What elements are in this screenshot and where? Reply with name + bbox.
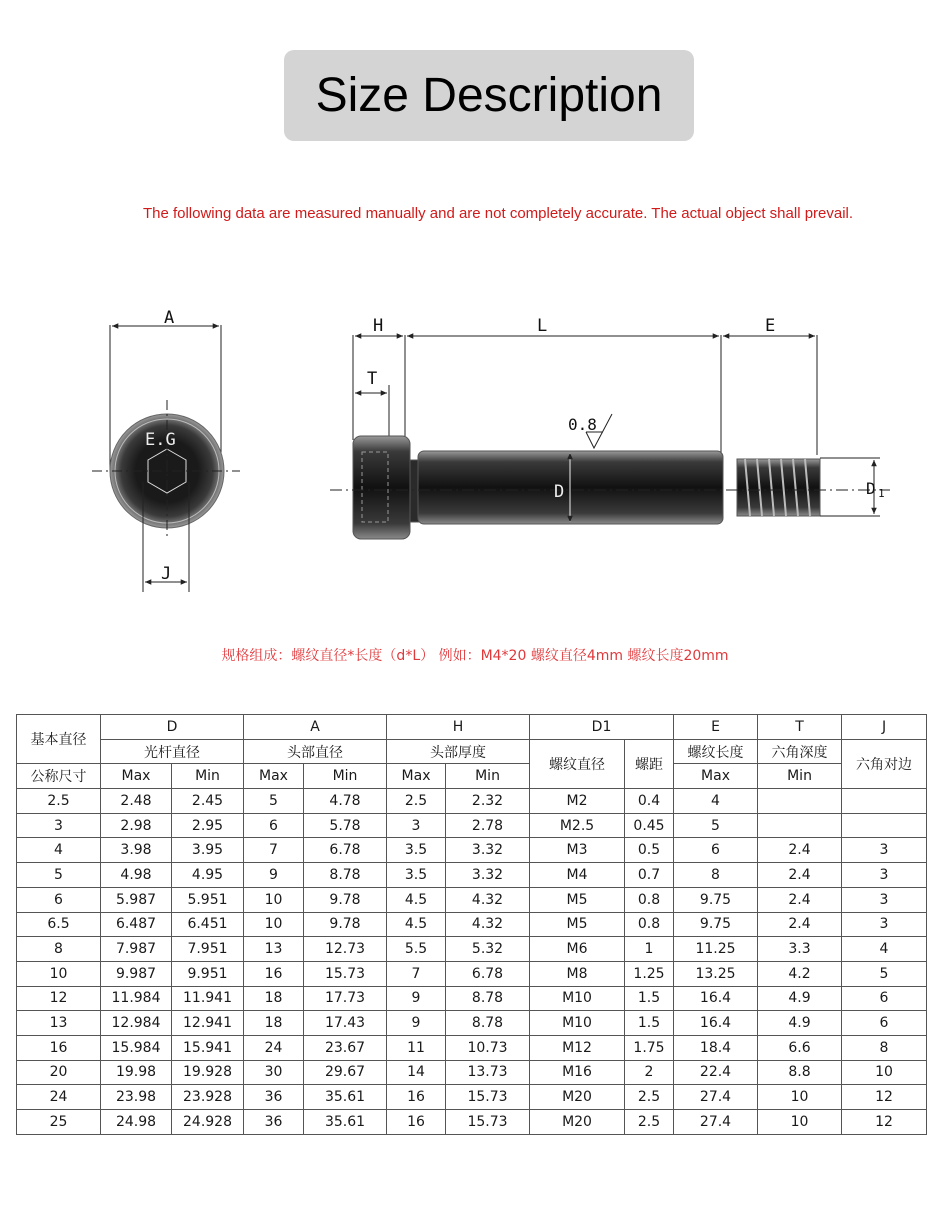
table-cell: M12 bbox=[530, 1035, 625, 1060]
header-row-2 bbox=[17, 739, 927, 764]
table-cell: 1.5 bbox=[625, 1011, 674, 1036]
table-cell: 2.4 bbox=[758, 887, 842, 912]
table-cell: 8.78 bbox=[446, 986, 530, 1011]
table-cell: 36 bbox=[244, 1110, 304, 1135]
table-cell: 8 bbox=[674, 863, 758, 888]
sub-header-e: 螺纹长度 bbox=[674, 739, 758, 764]
table-cell: 29.67 bbox=[304, 1060, 387, 1085]
table-cell: 3 bbox=[842, 863, 927, 888]
header-basic: 基本直径 bbox=[17, 715, 101, 764]
table-cell: 16.4 bbox=[674, 986, 758, 1011]
table-row bbox=[17, 986, 927, 1011]
table-cell: 1.25 bbox=[625, 961, 674, 986]
label-d1-sub: 1 bbox=[878, 487, 885, 500]
header-row-3 bbox=[17, 764, 927, 789]
table-cell: 9.987 bbox=[101, 961, 172, 986]
table-cell: 11.984 bbox=[101, 986, 172, 1011]
table-cell: 9 bbox=[387, 1011, 446, 1036]
table-cell: 24.98 bbox=[101, 1110, 172, 1135]
table-row bbox=[17, 912, 927, 937]
table-cell: 3 bbox=[842, 838, 927, 863]
table-cell: 4.5 bbox=[387, 887, 446, 912]
header-d1: D1 bbox=[530, 715, 674, 740]
table-cell: 6.6 bbox=[758, 1035, 842, 1060]
header-d: D bbox=[101, 715, 244, 740]
label-t: T bbox=[367, 369, 378, 389]
sub-header-h: 头部厚度 bbox=[387, 739, 530, 764]
table-cell: 5.32 bbox=[446, 937, 530, 962]
table-cell: 16.4 bbox=[674, 1011, 758, 1036]
label-e: E bbox=[765, 316, 776, 336]
table-cell: 15.941 bbox=[172, 1035, 244, 1060]
table-cell bbox=[842, 813, 927, 838]
table-cell: 10 bbox=[758, 1085, 842, 1110]
label-eg: E.G bbox=[145, 430, 176, 450]
table-cell: M8 bbox=[530, 961, 625, 986]
table-cell: 10 bbox=[244, 912, 304, 937]
table-cell: 3 bbox=[387, 813, 446, 838]
table-cell: 1 bbox=[625, 937, 674, 962]
table-row bbox=[17, 863, 927, 888]
sub-header-d1-thread: 螺纹直径 bbox=[530, 739, 625, 788]
sub-header-d: 光杆直径 bbox=[101, 739, 244, 764]
table-cell: 10 bbox=[842, 1060, 927, 1085]
header-h-max: Max bbox=[387, 764, 446, 789]
table-cell: 5.987 bbox=[101, 887, 172, 912]
table-cell: 15.73 bbox=[304, 961, 387, 986]
table-cell: 23.928 bbox=[172, 1085, 244, 1110]
table-cell: 2.95 bbox=[172, 813, 244, 838]
table-cell: 15.73 bbox=[446, 1085, 530, 1110]
label-d: D bbox=[554, 482, 565, 502]
table-cell: 4.9 bbox=[758, 986, 842, 1011]
header-h-min: Min bbox=[446, 764, 530, 789]
table-cell: M16 bbox=[530, 1060, 625, 1085]
table-cell: 35.61 bbox=[304, 1085, 387, 1110]
table-cell: 8.8 bbox=[758, 1060, 842, 1085]
disclaimer-note: The following data are measured manually and are not completely accurate. The actual object shall prevail. bbox=[142, 205, 854, 222]
table-cell: 19.928 bbox=[172, 1060, 244, 1085]
table-cell: 16 bbox=[244, 961, 304, 986]
table-cell: 9.78 bbox=[304, 887, 387, 912]
table-cell: 5.951 bbox=[172, 887, 244, 912]
side-view bbox=[330, 335, 890, 539]
table-cell: 6.451 bbox=[172, 912, 244, 937]
table-cell: 9 bbox=[244, 863, 304, 888]
table-cell: 6.78 bbox=[446, 961, 530, 986]
spec-format-note: 规格组成：螺纹直径*长度（d*L） 例如：M4*20 螺纹直径4mm 螺纹长度20mm bbox=[221, 648, 729, 664]
table-cell: 2.4 bbox=[758, 912, 842, 937]
table-cell: 27.4 bbox=[674, 1085, 758, 1110]
header-e: E bbox=[674, 715, 758, 740]
table-cell: 2.5 bbox=[625, 1110, 674, 1135]
table-cell: 9.78 bbox=[304, 912, 387, 937]
table-cell: 15.984 bbox=[101, 1035, 172, 1060]
table-cell: 5 bbox=[842, 961, 927, 986]
table-cell: M10 bbox=[530, 986, 625, 1011]
table-cell: 10 bbox=[17, 961, 101, 986]
header-row-1 bbox=[17, 715, 927, 740]
table-cell: 36 bbox=[244, 1085, 304, 1110]
table-cell: 6 bbox=[674, 838, 758, 863]
table-cell: 4.95 bbox=[172, 863, 244, 888]
table-cell: 2.5 bbox=[625, 1085, 674, 1110]
table-cell: M4 bbox=[530, 863, 625, 888]
table-cell: 12.941 bbox=[172, 1011, 244, 1036]
table-cell: 18 bbox=[244, 986, 304, 1011]
header-t-min: Min bbox=[758, 764, 842, 789]
table-cell: 13 bbox=[244, 937, 304, 962]
table-cell: 7 bbox=[387, 961, 446, 986]
table-cell: 5 bbox=[674, 813, 758, 838]
sub-header-d1-pitch: 螺距 bbox=[625, 739, 674, 788]
table-cell: 4.32 bbox=[446, 912, 530, 937]
table-cell: 30 bbox=[244, 1060, 304, 1085]
table-cell: 3.95 bbox=[172, 838, 244, 863]
table-cell: 4.32 bbox=[446, 887, 530, 912]
table-cell: 24 bbox=[17, 1085, 101, 1110]
table-cell: 4.98 bbox=[101, 863, 172, 888]
table-cell: 3 bbox=[842, 912, 927, 937]
table-cell: 5 bbox=[244, 789, 304, 814]
table-cell: 13.73 bbox=[446, 1060, 530, 1085]
table-cell: 35.61 bbox=[304, 1110, 387, 1135]
table-cell: 7.951 bbox=[172, 937, 244, 962]
table-cell: M6 bbox=[530, 937, 625, 962]
table-cell: 18 bbox=[244, 1011, 304, 1036]
table-cell: 5.5 bbox=[387, 937, 446, 962]
table-cell: 24.928 bbox=[172, 1110, 244, 1135]
table-cell: 27.4 bbox=[674, 1110, 758, 1135]
table-cell: 0.8 bbox=[625, 912, 674, 937]
table-cell: 6 bbox=[842, 986, 927, 1011]
table-cell: 22.4 bbox=[674, 1060, 758, 1085]
table-cell: 2.4 bbox=[758, 863, 842, 888]
table-cell: 11.25 bbox=[674, 937, 758, 962]
sub-header-j: 六角对边 bbox=[842, 739, 927, 788]
table-cell: M20 bbox=[530, 1110, 625, 1135]
table-cell: M5 bbox=[530, 912, 625, 937]
table-cell: 6.78 bbox=[304, 838, 387, 863]
table-cell: 4.5 bbox=[387, 912, 446, 937]
table-cell: 2.48 bbox=[101, 789, 172, 814]
table-row bbox=[17, 887, 927, 912]
table-cell: 9.951 bbox=[172, 961, 244, 986]
table-cell: 16 bbox=[387, 1110, 446, 1135]
table-row bbox=[17, 813, 927, 838]
table-cell: 15.73 bbox=[446, 1110, 530, 1135]
table-cell: M3 bbox=[530, 838, 625, 863]
table-cell: 3.32 bbox=[446, 838, 530, 863]
table-cell: 7.987 bbox=[101, 937, 172, 962]
table-cell bbox=[758, 813, 842, 838]
table-cell: 16 bbox=[387, 1085, 446, 1110]
table-cell: 2.32 bbox=[446, 789, 530, 814]
header-h: H bbox=[387, 715, 530, 740]
bolt-diagram bbox=[0, 290, 950, 584]
header-a-min: Min bbox=[304, 764, 387, 789]
table-cell: 0.4 bbox=[625, 789, 674, 814]
table-row bbox=[17, 1110, 927, 1135]
table-cell: M5 bbox=[530, 887, 625, 912]
table-cell: 5.78 bbox=[304, 813, 387, 838]
table-cell: 3.3 bbox=[758, 937, 842, 962]
table-cell: 6 bbox=[17, 887, 101, 912]
table-row bbox=[17, 789, 927, 814]
table-cell: 3.98 bbox=[101, 838, 172, 863]
table-cell: 2.4 bbox=[758, 838, 842, 863]
table-cell: 10.73 bbox=[446, 1035, 530, 1060]
table-cell: 7 bbox=[244, 838, 304, 863]
table-cell: M2.5 bbox=[530, 813, 625, 838]
table-cell: 3 bbox=[17, 813, 101, 838]
table-cell: 12.984 bbox=[101, 1011, 172, 1036]
table-cell bbox=[758, 789, 842, 814]
table-cell bbox=[842, 789, 927, 814]
table-cell: 4.9 bbox=[758, 1011, 842, 1036]
table-cell: 9.75 bbox=[674, 887, 758, 912]
label-j: J bbox=[161, 564, 172, 584]
table-cell: 3.5 bbox=[387, 838, 446, 863]
table-cell: 8.78 bbox=[446, 1011, 530, 1036]
table-cell: 4 bbox=[17, 838, 101, 863]
table-cell: 12 bbox=[17, 986, 101, 1011]
table-cell: 14 bbox=[387, 1060, 446, 1085]
table-cell: 2 bbox=[625, 1060, 674, 1085]
table-cell: 5 bbox=[17, 863, 101, 888]
table-cell: 16 bbox=[17, 1035, 101, 1060]
table-cell: 13 bbox=[17, 1011, 101, 1036]
table-cell: 23.67 bbox=[304, 1035, 387, 1060]
table-cell: 11.941 bbox=[172, 986, 244, 1011]
table-cell: 9.75 bbox=[674, 912, 758, 937]
table-cell: 11 bbox=[387, 1035, 446, 1060]
table-cell: M2 bbox=[530, 789, 625, 814]
table-cell: 18.4 bbox=[674, 1035, 758, 1060]
table-cell: 12 bbox=[842, 1110, 927, 1135]
table-cell: 2.78 bbox=[446, 813, 530, 838]
header-e-max: Max bbox=[674, 764, 758, 789]
label-d1: D bbox=[866, 479, 876, 498]
table-cell: 2.45 bbox=[172, 789, 244, 814]
label-a: A bbox=[164, 308, 175, 328]
table-cell: 6 bbox=[842, 1011, 927, 1036]
table-cell: 0.8 bbox=[625, 887, 674, 912]
table-cell: 10 bbox=[244, 887, 304, 912]
table-cell: 12.73 bbox=[304, 937, 387, 962]
header-a-max: Max bbox=[244, 764, 304, 789]
table-row bbox=[17, 1035, 927, 1060]
title-box bbox=[284, 50, 694, 141]
table-row bbox=[17, 937, 927, 962]
table-cell: 9 bbox=[387, 986, 446, 1011]
page-title: Size Description bbox=[315, 69, 663, 122]
table-cell: 0.45 bbox=[625, 813, 674, 838]
header-d-min: Min bbox=[172, 764, 244, 789]
table-cell: 17.43 bbox=[304, 1011, 387, 1036]
table-cell: 25 bbox=[17, 1110, 101, 1135]
table-cell: 6.5 bbox=[17, 912, 101, 937]
table-cell: 6 bbox=[244, 813, 304, 838]
table-row bbox=[17, 1085, 927, 1110]
table-cell: M10 bbox=[530, 1011, 625, 1036]
table-cell: 4.78 bbox=[304, 789, 387, 814]
table-cell: 19.98 bbox=[101, 1060, 172, 1085]
table-cell: 13.25 bbox=[674, 961, 758, 986]
header-d-max: Max bbox=[101, 764, 172, 789]
table-cell: 2.98 bbox=[101, 813, 172, 838]
table-cell: 8 bbox=[17, 937, 101, 962]
label-h: H bbox=[373, 316, 384, 336]
table-cell: 4.2 bbox=[758, 961, 842, 986]
table-cell: 0.7 bbox=[625, 863, 674, 888]
table-cell: 10 bbox=[758, 1110, 842, 1135]
label-roughness: 0.8 bbox=[568, 415, 597, 434]
table-cell: 8.78 bbox=[304, 863, 387, 888]
table-row bbox=[17, 838, 927, 863]
table-cell: M20 bbox=[530, 1085, 625, 1110]
sub-header-a: 头部直径 bbox=[244, 739, 387, 764]
end-view bbox=[92, 325, 240, 592]
table-cell: 4 bbox=[842, 937, 927, 962]
table-cell: 0.5 bbox=[625, 838, 674, 863]
sub-header-t: 六角深度 bbox=[758, 739, 842, 764]
table-cell: 1.5 bbox=[625, 986, 674, 1011]
header-t: T bbox=[758, 715, 842, 740]
table-cell: 4 bbox=[674, 789, 758, 814]
table-cell: 23.98 bbox=[101, 1085, 172, 1110]
table-row bbox=[17, 1011, 927, 1036]
table-cell: 3 bbox=[842, 887, 927, 912]
table-cell: 3.32 bbox=[446, 863, 530, 888]
table-cell: 17.73 bbox=[304, 986, 387, 1011]
table-cell: 2.5 bbox=[17, 789, 101, 814]
header-j: J bbox=[842, 715, 927, 740]
size-table bbox=[16, 714, 927, 1135]
label-l: L bbox=[537, 316, 548, 336]
table-row bbox=[17, 1060, 927, 1085]
header-nominal: 公称尺寸 bbox=[17, 764, 101, 789]
table-cell: 8 bbox=[842, 1035, 927, 1060]
table-cell: 24 bbox=[244, 1035, 304, 1060]
table-cell: 3.5 bbox=[387, 863, 446, 888]
table-cell: 2.5 bbox=[387, 789, 446, 814]
table-cell: 20 bbox=[17, 1060, 101, 1085]
table-row bbox=[17, 961, 927, 986]
table-cell: 12 bbox=[842, 1085, 927, 1110]
table-cell: 6.487 bbox=[101, 912, 172, 937]
header-a: A bbox=[244, 715, 387, 740]
table-cell: 1.75 bbox=[625, 1035, 674, 1060]
